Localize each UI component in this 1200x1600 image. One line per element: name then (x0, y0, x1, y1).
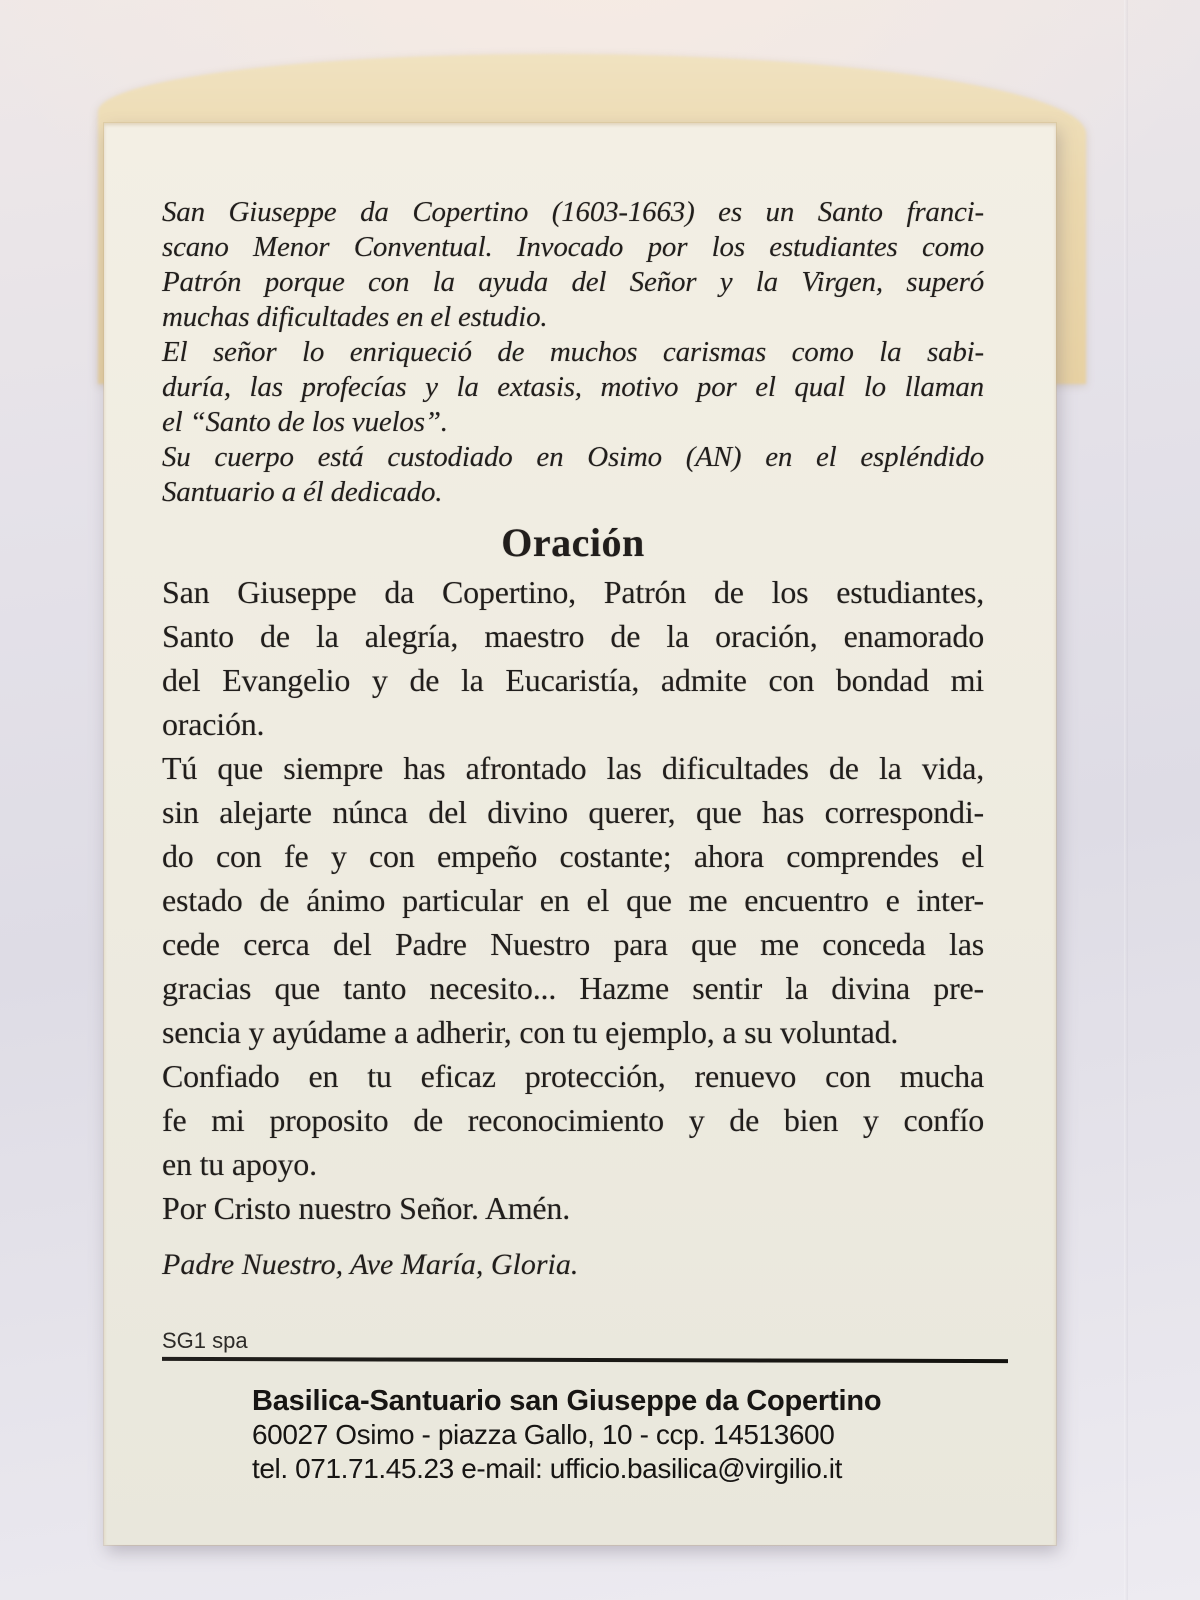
text-line: Confiado en tu eficaz protección, renuevo con mucha (162, 1058, 984, 1094)
text-line: en tu apoyo. (162, 1146, 317, 1182)
text-line: scano Menor Conventual. Invocado por los estudiantes como (162, 231, 984, 263)
prayer-heading: Oración (501, 520, 645, 565)
publisher-address: 60027 Osimo - piazza Gallo, 10 - ccp. 14513600 (252, 1419, 835, 1450)
text-line: el “Santo de los vuelos”. (162, 406, 448, 438)
text-line: sin alejarte núnca del divino querer, que has correspondi- (162, 794, 984, 830)
publisher-name: Basilica-Santuario san Giuseppe da Copertino (252, 1385, 882, 1417)
background-seam (1124, 0, 1128, 1600)
text-line: gracias que tanto necesito... Hazme sentir la divina pre- (162, 970, 984, 1006)
text-line: San Giuseppe da Copertino, Patrón de los estudiantes, (162, 574, 984, 610)
prayer-closing (162, 1186, 984, 1230)
text-line: do con fe y con empeño costante; ahora comprendes el (162, 838, 984, 874)
text-line: oración. (162, 706, 265, 742)
text-line: Tú que siempre has afrontado las dificultades de la vida, (162, 750, 984, 786)
text-line: Patrón porque con la ayuda del Señor y la Virgen, superó (162, 266, 984, 298)
text-line: duría, las profecías y la extasis, motivo por el qual lo llaman (162, 371, 984, 403)
imprint-code: SG1 spa (162, 1328, 248, 1353)
prayer-paragraph-1 (162, 570, 984, 746)
text-line: Santo de la alegría, maestro de la oración, enamorado (162, 618, 984, 654)
text-line: cede cerca del Padre Nuestro para que me conceda las (162, 926, 984, 962)
text-line: del Evangelio y de la Eucaristía, admite con bondad mi (162, 662, 984, 698)
text-line: estado de ánimo particular en el que me encuentro e inter- (162, 882, 984, 918)
intro-section (162, 195, 984, 510)
devotions-line: Padre Nuestro, Ave María, Gloria. (162, 1248, 579, 1281)
intro-paragraph-2 (162, 335, 984, 440)
intro-paragraph-3 (162, 440, 984, 510)
text-line: San Giuseppe da Copertino (1603-1663) es un Santo franci- (162, 196, 984, 228)
text-line: Por Cristo nuestro Señor. Amén. (162, 1190, 571, 1226)
prayer-paragraph-2 (162, 746, 984, 1054)
prayer-card (104, 123, 1056, 1545)
intro-paragraph-1 (162, 195, 984, 335)
text-line: El señor lo enriqueció de muchos carismas como la sabi- (162, 336, 984, 368)
publisher-block (252, 1384, 984, 1486)
text-line: Su cuerpo está custodiado en Osimo (AN) en el espléndido (162, 441, 984, 473)
text-line: sencia y ayúdame a adherir, con tu ejemplo, a su voluntad. (162, 1014, 899, 1050)
text-line: Santuario a él dedicado. (162, 476, 443, 508)
prayer-paragraph-3 (162, 1054, 984, 1186)
prayer-section (162, 570, 984, 1230)
publisher-contact: tel. 071.71.45.23 e-mail: ufficio.basilica@virgilio.it (252, 1453, 842, 1484)
text-line: muchas dificultades en el estudio. (162, 301, 548, 333)
text-line: fe mi proposito de reconocimiento y de bien y confío (162, 1102, 984, 1138)
divider-line (162, 1357, 1008, 1363)
